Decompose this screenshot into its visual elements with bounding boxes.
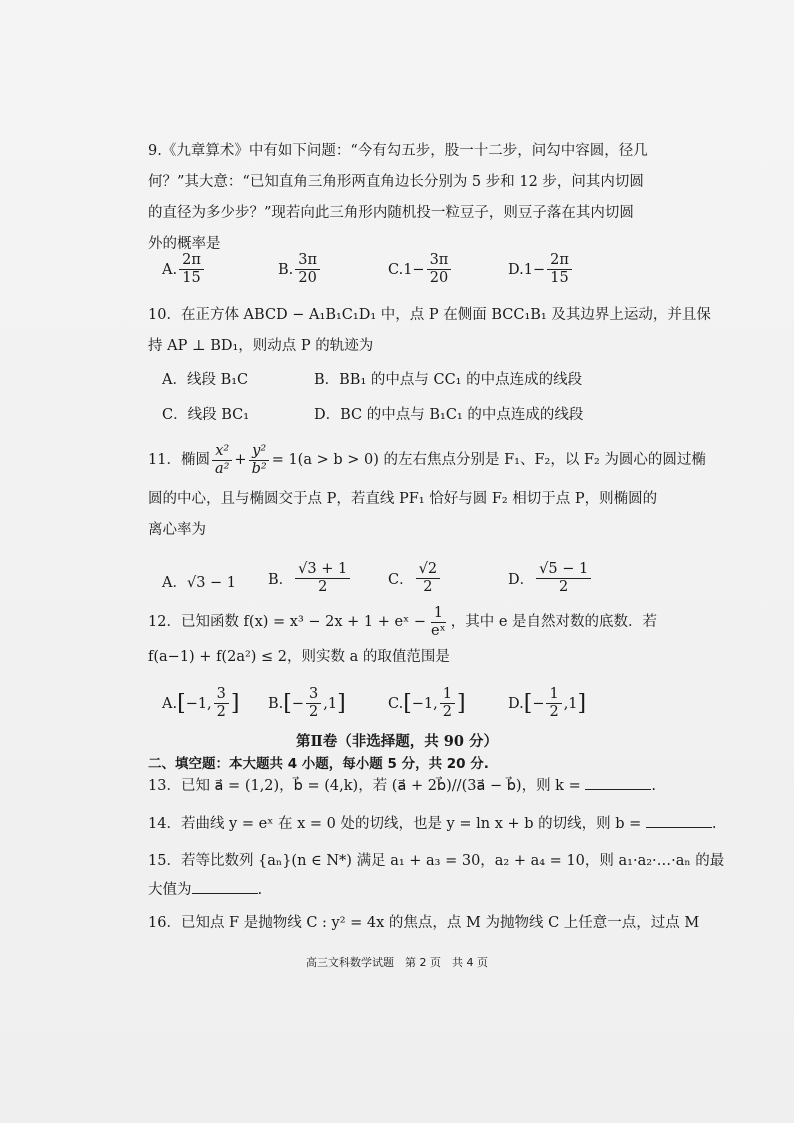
question-12 bbox=[148, 604, 658, 673]
question-11-line-3: 离心率为 bbox=[148, 522, 206, 538]
option-label: A. bbox=[162, 261, 178, 278]
fraction bbox=[306, 686, 321, 721]
question-10-line-1: 10．在正方体 ABCD − A₁B₁C₁D₁ 中，点 P 在侧面 BCC₁B₁ 及其边界上运动，并且保 bbox=[148, 307, 711, 323]
question-14 bbox=[148, 812, 717, 833]
option-c[interactable] bbox=[388, 252, 453, 287]
option-label: D. bbox=[508, 261, 524, 278]
option-label: C. bbox=[388, 261, 404, 278]
fraction bbox=[416, 561, 440, 596]
option-c[interactable] bbox=[388, 561, 442, 596]
denominator: 2 bbox=[559, 579, 569, 595]
question-16-line-1: 16．已知点 F 是抛物线 C : y² = 4x 的焦点，点 M 为抛物线 C 上任意一点，过点 M bbox=[148, 915, 700, 931]
option-b[interactable]: B．BB₁ 的中点与 CC₁ 的中点连成的线段 bbox=[314, 372, 583, 388]
question-9-line-1: 9.《九章算术》中有如下问题：“今有勾五步，股一十二步，问勾中容圆，径几 bbox=[148, 143, 648, 159]
numerator: √2 bbox=[416, 561, 440, 579]
question-9 bbox=[148, 136, 648, 260]
numerator: 1 bbox=[440, 686, 455, 704]
question-11-line-1 bbox=[148, 442, 706, 478]
option-d[interactable] bbox=[508, 561, 593, 596]
answer-blank[interactable] bbox=[192, 879, 258, 894]
fraction bbox=[295, 252, 320, 287]
denominator: 2 bbox=[442, 704, 452, 720]
q12-suffix: ，其中 e 是自然对数的底数．若 bbox=[450, 613, 658, 630]
denominator: 20 bbox=[429, 270, 449, 286]
option-c[interactable]: C．线段 BC₁ bbox=[162, 407, 250, 423]
fraction bbox=[295, 561, 350, 596]
denominator: b² bbox=[251, 460, 267, 477]
fraction bbox=[546, 686, 561, 721]
denominator: a² bbox=[214, 460, 230, 477]
option-b[interactable] bbox=[278, 252, 322, 287]
period: . bbox=[257, 882, 263, 898]
interval-left: − bbox=[532, 695, 545, 712]
fraction bbox=[536, 561, 591, 596]
right-bracket: ] bbox=[577, 690, 587, 716]
question-13-text: 13．已知 a⃗ = (1,2)，b⃗ = (4,k)，若 (a⃗ + 2b⃗)//(3a⃗ − b⃗)，则 k = bbox=[148, 778, 581, 794]
question-12-line-1 bbox=[148, 604, 658, 640]
fraction bbox=[428, 605, 449, 640]
fraction bbox=[427, 252, 452, 287]
right-bracket: ] bbox=[230, 690, 240, 716]
option-a[interactable]: A．线段 B₁C bbox=[162, 372, 249, 388]
option-prefix: 1− bbox=[403, 261, 425, 278]
interval-left: −1, bbox=[185, 695, 212, 712]
question-15-text: 大值为 bbox=[148, 882, 192, 898]
interval-right: ,1 bbox=[563, 695, 578, 712]
question-9-line-4: 外的概率是 bbox=[148, 236, 221, 252]
denominator: eˣ bbox=[431, 622, 446, 639]
numerator: 2π bbox=[179, 252, 204, 270]
option-label: B． bbox=[268, 572, 294, 588]
plus-sign: + bbox=[234, 451, 247, 468]
answer-blank[interactable] bbox=[646, 813, 712, 828]
fraction bbox=[440, 686, 455, 721]
denominator: 2 bbox=[318, 579, 328, 595]
q12-prefix: 12．已知函数 f(x) = x³ − 2x + 1 + eˣ − bbox=[148, 613, 426, 630]
option-label: C. bbox=[388, 695, 404, 712]
part-2-title: 第Ⅱ卷（非选择题，共 90 分） bbox=[296, 733, 498, 750]
question-11 bbox=[148, 442, 706, 546]
left-bracket: [ bbox=[523, 690, 533, 716]
option-d[interactable] bbox=[508, 686, 586, 721]
option-b[interactable] bbox=[268, 686, 346, 721]
fraction-x bbox=[212, 443, 232, 478]
interval-left: − bbox=[291, 695, 305, 712]
question-10 bbox=[148, 300, 711, 362]
numerator: y² bbox=[249, 443, 269, 461]
option-label: C． bbox=[388, 572, 414, 588]
denominator: 15 bbox=[550, 270, 569, 286]
right-bracket: ] bbox=[457, 690, 466, 716]
option-prefix: 1− bbox=[523, 261, 546, 278]
question-14-text: 14．若曲线 y = eˣ 在 x = 0 处的切线，也是 y = ln x + b 的切线，则 b = bbox=[148, 816, 642, 832]
fraction-y bbox=[249, 443, 270, 478]
question-10-line-2: 持 AP ⊥ BD₁，则动点 P 的轨迹为 bbox=[148, 338, 374, 354]
period: . bbox=[651, 778, 656, 794]
option-d[interactable] bbox=[508, 252, 574, 287]
interval-left: −1, bbox=[411, 695, 438, 712]
numerator: 3π bbox=[427, 252, 452, 270]
numerator: 3 bbox=[214, 686, 229, 704]
numerator: 3π bbox=[295, 252, 320, 270]
fraction bbox=[214, 686, 229, 721]
denominator: 2 bbox=[309, 704, 319, 720]
interval-right: ,1 bbox=[323, 695, 338, 712]
question-13 bbox=[148, 774, 656, 795]
left-bracket: [ bbox=[283, 690, 292, 716]
option-a[interactable] bbox=[162, 252, 206, 287]
option-label: B. bbox=[268, 695, 284, 712]
numerator: 2π bbox=[547, 252, 572, 270]
denominator: 2 bbox=[549, 704, 559, 720]
left-bracket: [ bbox=[177, 690, 186, 716]
left-bracket: [ bbox=[403, 690, 412, 716]
option-label: D． bbox=[508, 572, 535, 588]
question-12-line-2: f(a−1) + f(2a²) ≤ 2，则实数 a 的取值范围是 bbox=[148, 649, 450, 665]
numerator: 1 bbox=[431, 605, 446, 623]
option-d[interactable]: D．BC 的中点与 B₁C₁ 的中点连成的线段 bbox=[314, 407, 584, 423]
question-15-line-1: 15．若等比数列 {aₙ}(n ∈ N*) 满足 a₁ + a₃ = 30，a₂ + a₄ = 10，则 a₁·a₂·…·aₙ 的最 bbox=[148, 853, 725, 869]
q11-suffix: = 1(a > b > 0) 的左右焦点分别是 F₁、F₂，以 F₂ 为圆心的圆过椭 bbox=[271, 451, 706, 468]
option-label: A. bbox=[162, 695, 178, 712]
numerator: x² bbox=[212, 443, 232, 461]
question-9-line-3: 的直径为多少步？”现若向此三角形内随机投一粒豆子，则豆子落在其内切圆 bbox=[148, 205, 634, 221]
numerator: √3 + 1 bbox=[295, 561, 350, 579]
q11-prefix: 11．椭圆 bbox=[148, 451, 210, 468]
fill-in-section-heading: 二、填空题：本大题共 4 小题，每小题 5 分，共 20 分. bbox=[148, 756, 489, 772]
question-9-line-2: 何？”其大意：“已知直角三角形两直角边长分别为 5 步和 12 步，问其内切圆 bbox=[148, 174, 644, 190]
denominator: 2 bbox=[216, 704, 226, 720]
option-label: B. bbox=[278, 261, 294, 278]
question-15-line-2 bbox=[148, 878, 262, 899]
option-b[interactable] bbox=[268, 561, 352, 596]
denominator: 15 bbox=[182, 270, 201, 286]
option-a[interactable]: A．√3 − 1 bbox=[162, 575, 237, 591]
fraction bbox=[547, 252, 572, 287]
numerator: 3 bbox=[306, 686, 321, 704]
numerator: 1 bbox=[546, 686, 561, 704]
numerator: √5 − 1 bbox=[536, 561, 591, 579]
page-footer: 高三文科数学试题 第 2 页 共 4 页 bbox=[306, 956, 488, 969]
denominator: 2 bbox=[423, 579, 433, 595]
fraction bbox=[179, 252, 204, 287]
answer-blank[interactable] bbox=[585, 775, 651, 790]
option-c[interactable] bbox=[388, 686, 466, 721]
period: . bbox=[711, 816, 717, 832]
option-a[interactable] bbox=[162, 686, 240, 721]
option-label: D. bbox=[508, 695, 524, 712]
denominator: 20 bbox=[298, 270, 317, 286]
question-11-line-2: 圆的中心，且与椭圆交于点 P，若直线 PF₁ 恰好与圆 F₂ 相切于点 P，则椭圆的 bbox=[148, 491, 658, 507]
right-bracket: ] bbox=[337, 690, 346, 716]
